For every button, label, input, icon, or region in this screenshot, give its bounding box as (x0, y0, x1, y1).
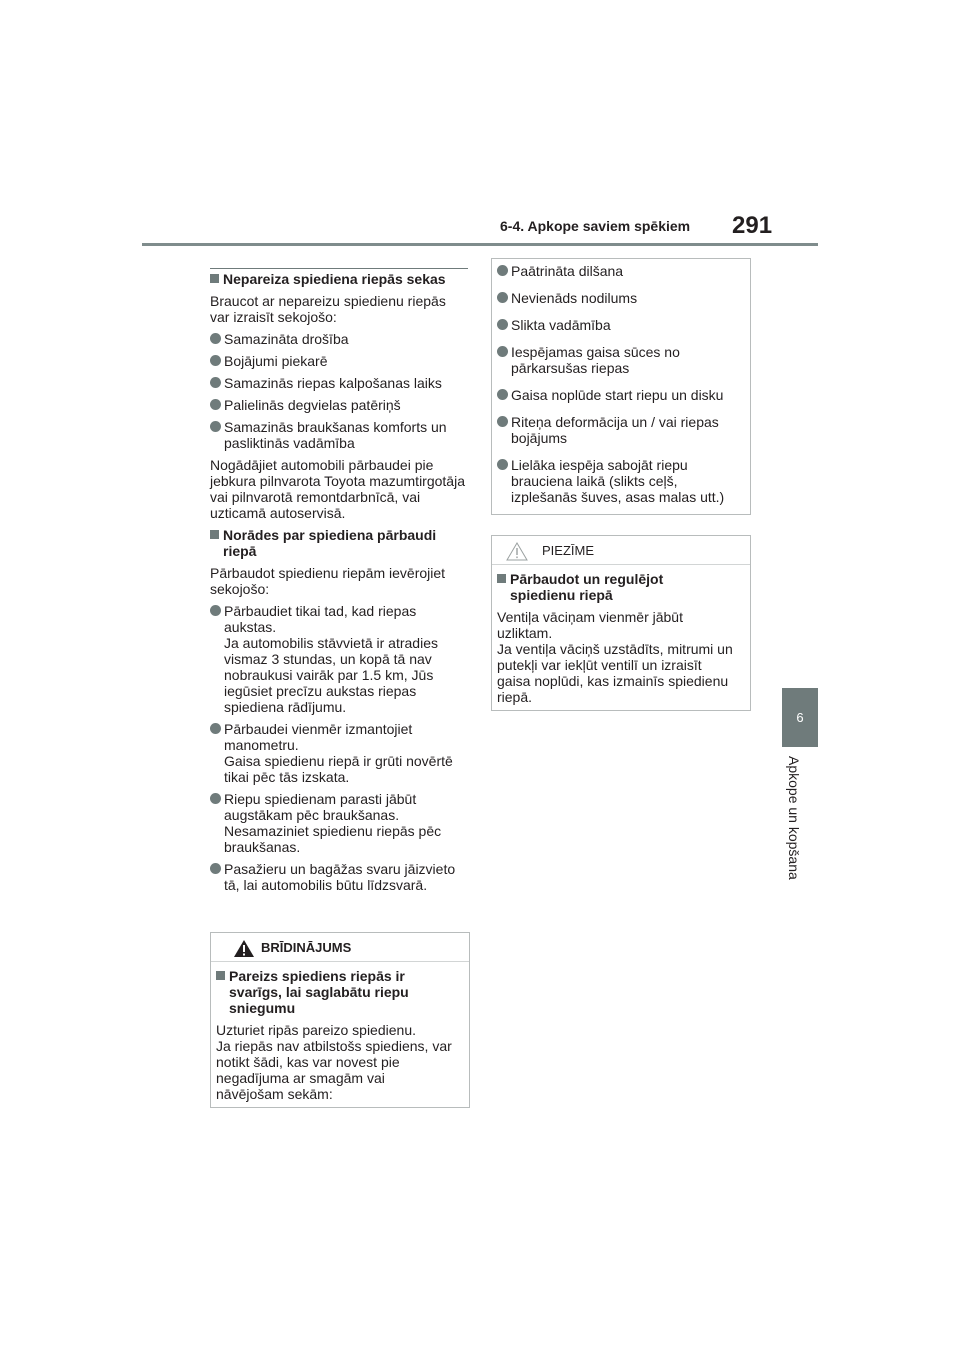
column-rule (210, 268, 468, 269)
notice-triangle-icon (506, 542, 528, 561)
warning-box-body (211, 962, 469, 1110)
bullet-icon (210, 863, 221, 874)
section-heading: Nepareiza spiediena riepās sekas (210, 271, 468, 287)
section-title: 6-4. Apkope saviem spēkiem (500, 218, 691, 234)
list-item: Slikta vadāmība (497, 317, 745, 333)
bullet-icon (210, 399, 221, 410)
page-number: 291 (732, 212, 773, 239)
square-bullet-icon (210, 530, 219, 539)
bullet-icon (210, 377, 221, 388)
list-item: Palielinās degvielas patēriņš (210, 397, 468, 413)
warning-heading: Pareizs spiediens riepās ir svarīgs, lai saglabātu riepu sniegumu (216, 968, 464, 1016)
bullet-icon (210, 723, 221, 734)
list-item: Iespējamas gaisa sūces no pārkarsušas riepas (497, 344, 745, 376)
square-bullet-icon (497, 574, 506, 583)
list-item: Pasažieru un bagāžas svaru jāizvieto tā, lai automobilis būtu līdzsvarā. (210, 861, 468, 893)
warning-box-header (211, 933, 469, 962)
list-item: Bojājumi piekarē (210, 353, 468, 369)
paragraph: Pārbaudot spiedienu riepām ievērojiet sekojošo: (210, 565, 446, 597)
list-item: Paātrināta dilšana (497, 263, 745, 279)
bullet-icon (210, 421, 221, 432)
warning-box-continued (491, 258, 751, 515)
bullet-icon (497, 459, 508, 470)
bullet-icon (497, 389, 508, 400)
paragraph: Nogādājiet automobili pārbaudei pie jebkura pilnvarota Toyota mazumtirgotāja vai pilnvarotā remontdarbnīcā, vai uzticamā autoservisā. (210, 457, 465, 521)
notice-title: PIEZĪME (542, 543, 595, 558)
square-bullet-icon (216, 971, 225, 980)
warning-title: BRĪDINĀJUMS (261, 940, 352, 955)
list-item: Samazinās riepas kalpošanas laiks (210, 375, 468, 391)
notice-box-header (492, 536, 750, 565)
bullet-icon (497, 346, 508, 357)
section-heading: Norādes par spiediena pārbaudi riepā (210, 527, 468, 559)
square-bullet-icon (210, 274, 219, 283)
list-item: Gaisa noplūde start riepu un disku (497, 387, 745, 403)
warning-box (210, 932, 470, 1108)
bullet-icon (210, 605, 221, 616)
bullet-icon (210, 333, 221, 344)
bullet-icon (497, 319, 508, 330)
notice-text: Ventiļa vāciņam vienmēr jābūt uzliktam. Ja ventiļa vāciņš uzstādīts, mitrumi un putekļi var iekļūt ventilī un izraisīt gaisa noplūdi, kas izmainīs spiedienu riepā. (497, 609, 733, 705)
warning-triangle-icon (233, 939, 255, 958)
paragraph: Braucot ar nepareizu spiedienu riepās var izraisīt sekojošo: (210, 293, 446, 325)
notice-box-body (492, 565, 750, 713)
bullet-icon (497, 292, 508, 303)
chapter-tab: 6 (782, 688, 818, 747)
bullet-icon (210, 793, 221, 804)
list-item: Samazināta drošība (210, 331, 468, 347)
notice-box (491, 535, 751, 711)
header-rule (142, 243, 818, 246)
bullet-icon (210, 355, 221, 366)
bullet-icon (497, 416, 508, 427)
list-item: Lielāka iespēja sabojāt riepu brauciena laikā (slikts ceļš, izplešanās šuves, asas malas utt.) (497, 457, 745, 505)
list-item: Samazinās braukšanas komforts un pasliktinās vadāmība (210, 419, 468, 451)
list-item: Riteņa deformācija un / vai riepas bojājums (497, 414, 745, 446)
list-item: Pārbaudei vienmēr izmantojiet manometru. Gaisa spiedienu riepā ir grūti novērtē tikai pēc tās izskata. (210, 721, 468, 785)
warning-list (492, 259, 750, 509)
notice-heading: Pārbaudot un regulējot spiedienu riepā (497, 571, 745, 603)
list-item: Pārbaudiet tikai tad, kad riepas aukstas. Ja automobilis stāvvietā ir atradies vismaz 3 stundas, un kopā tā nav nobraukusi vairāk par 1.5 km, Jūs iegūsiet precīzu aukstas riepas spiediena rādījumu. (210, 603, 468, 715)
bullet-icon (497, 265, 508, 276)
list-item: Riepu spiedienam parasti jābūt augstākam pēc braukšanas. Nesamaziniet spiedienu riepās pēc braukšanas. (210, 791, 468, 855)
warning-text: Uzturiet ripās pareizo spiedienu. Ja riepās nav atbilstošs spiediens, var notikt šādi, kas var novest pie negadījuma ar smagām vai nāvējošam sekām: (216, 1022, 452, 1102)
list-item: Nevienāds nodilums (497, 290, 745, 306)
left-column (210, 268, 468, 899)
chapter-label: Apkope un kopšana (786, 756, 802, 880)
